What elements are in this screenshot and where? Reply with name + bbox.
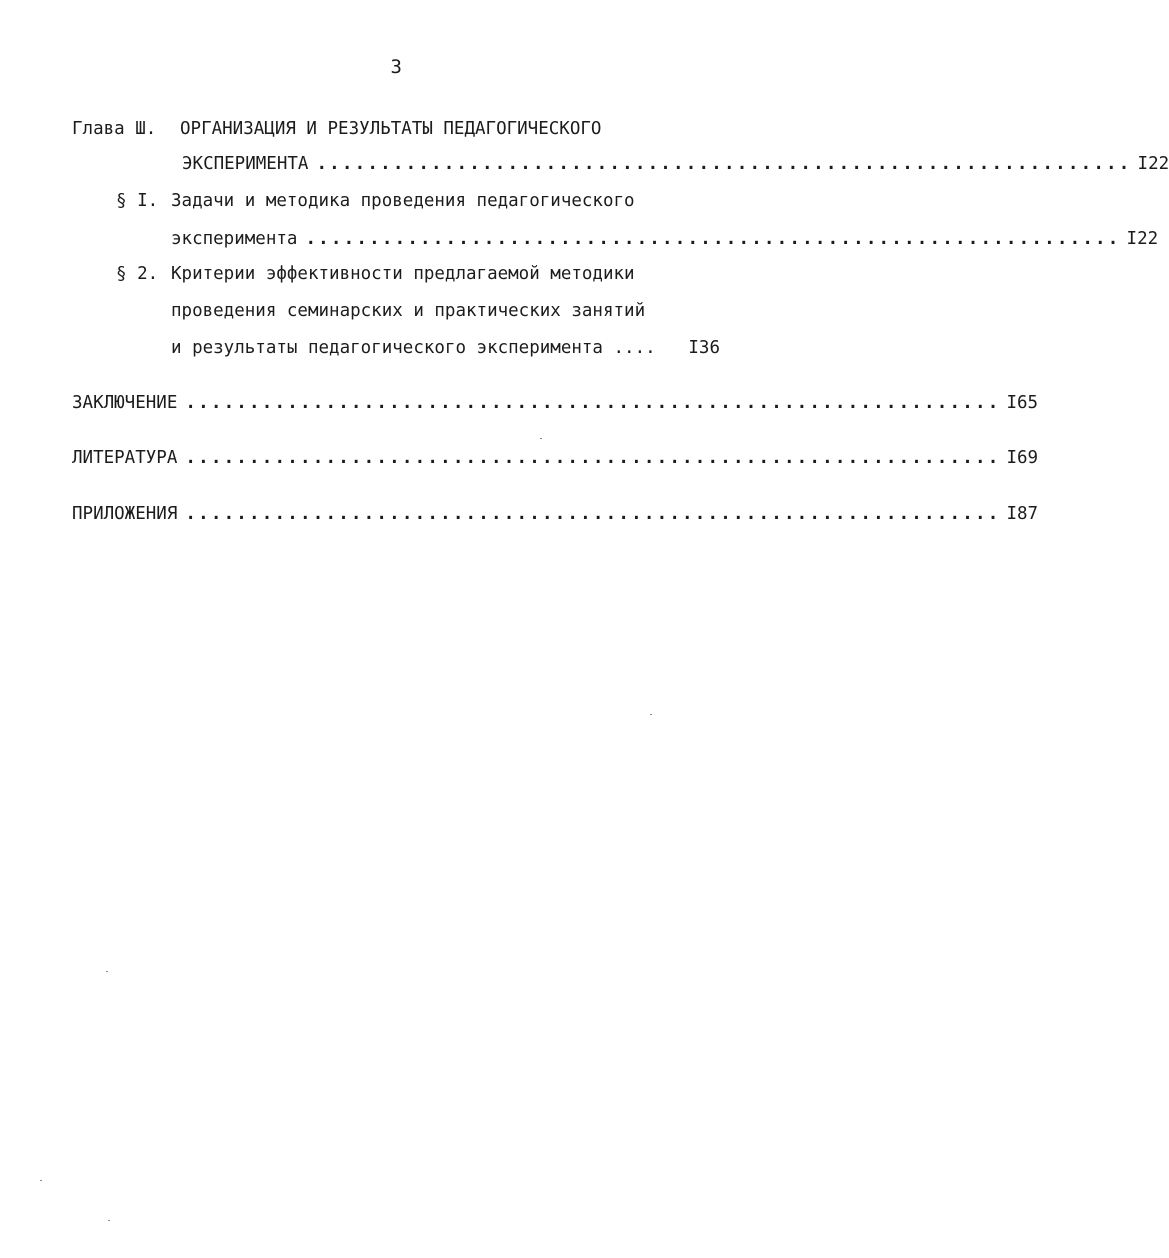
toc-section-1-label: § I. (116, 191, 159, 211)
page-number: 3 (390, 56, 403, 78)
toc-section-2-label: § 2. (116, 264, 159, 284)
toc-section-1-entry (171, 228, 1159, 250)
scan-speck (108, 1220, 110, 1221)
toc-chapter-3-title-line2: ЭКСПЕРИМЕНТА (182, 154, 309, 174)
toc-chapter-3-label: Глава Ш. (72, 119, 157, 139)
toc-literature-entry (72, 447, 1039, 469)
toc-section-2-line2: проведения семинарских и практических занятий (171, 301, 646, 321)
toc-chapter-3-title-line1: ОРГАНИЗАЦИЯ И РЕЗУЛЬТАТЫ ПЕДАГОГИЧЕСКОГО (180, 119, 602, 139)
toc-appendices-label: ПРИЛОЖЕНИЯ (72, 504, 178, 524)
toc-chapter-3-page: I22 (1137, 154, 1169, 174)
toc-section-2-line1: Критерии эффективности предлагаемой методики (171, 264, 635, 284)
toc-leader-dots: ................................................................ (185, 448, 1001, 468)
toc-appendices-page: I87 (1006, 504, 1039, 524)
toc-leader-dots: ................................................................ (185, 504, 1001, 524)
toc-section-1-line2: эксперимента (171, 229, 298, 249)
scan-speck (540, 438, 542, 439)
toc-conclusion-page: I65 (1006, 393, 1039, 413)
toc-appendices-entry (72, 503, 1039, 525)
toc-section-1-page: I22 (1126, 229, 1159, 249)
toc-conclusion-entry (72, 392, 1039, 414)
scan-speck (40, 1180, 42, 1181)
toc-leader-dots: ................................................................ (316, 154, 1132, 174)
toc-conclusion-label: ЗАКЛЮЧЕНИЕ (72, 393, 178, 413)
scan-speck (106, 971, 108, 972)
toc-section-2-entry (171, 337, 720, 359)
toc-leader-dots: ................................................................ (305, 229, 1121, 249)
toc-chapter-3-entry (182, 153, 1169, 175)
toc-literature-page: I69 (1006, 448, 1039, 468)
scan-speck (650, 714, 652, 715)
toc-section-2-line3: и результаты педагогического эксперимента .... (171, 338, 656, 358)
toc-leader-dots: ................................................................ (185, 393, 1001, 413)
toc-literature-label: ЛИТЕРАТУРА (72, 448, 178, 468)
toc-section-1-line1: Задачи и методика проведения педагогического (171, 191, 635, 211)
toc-section-2-page: I36 (688, 338, 720, 358)
